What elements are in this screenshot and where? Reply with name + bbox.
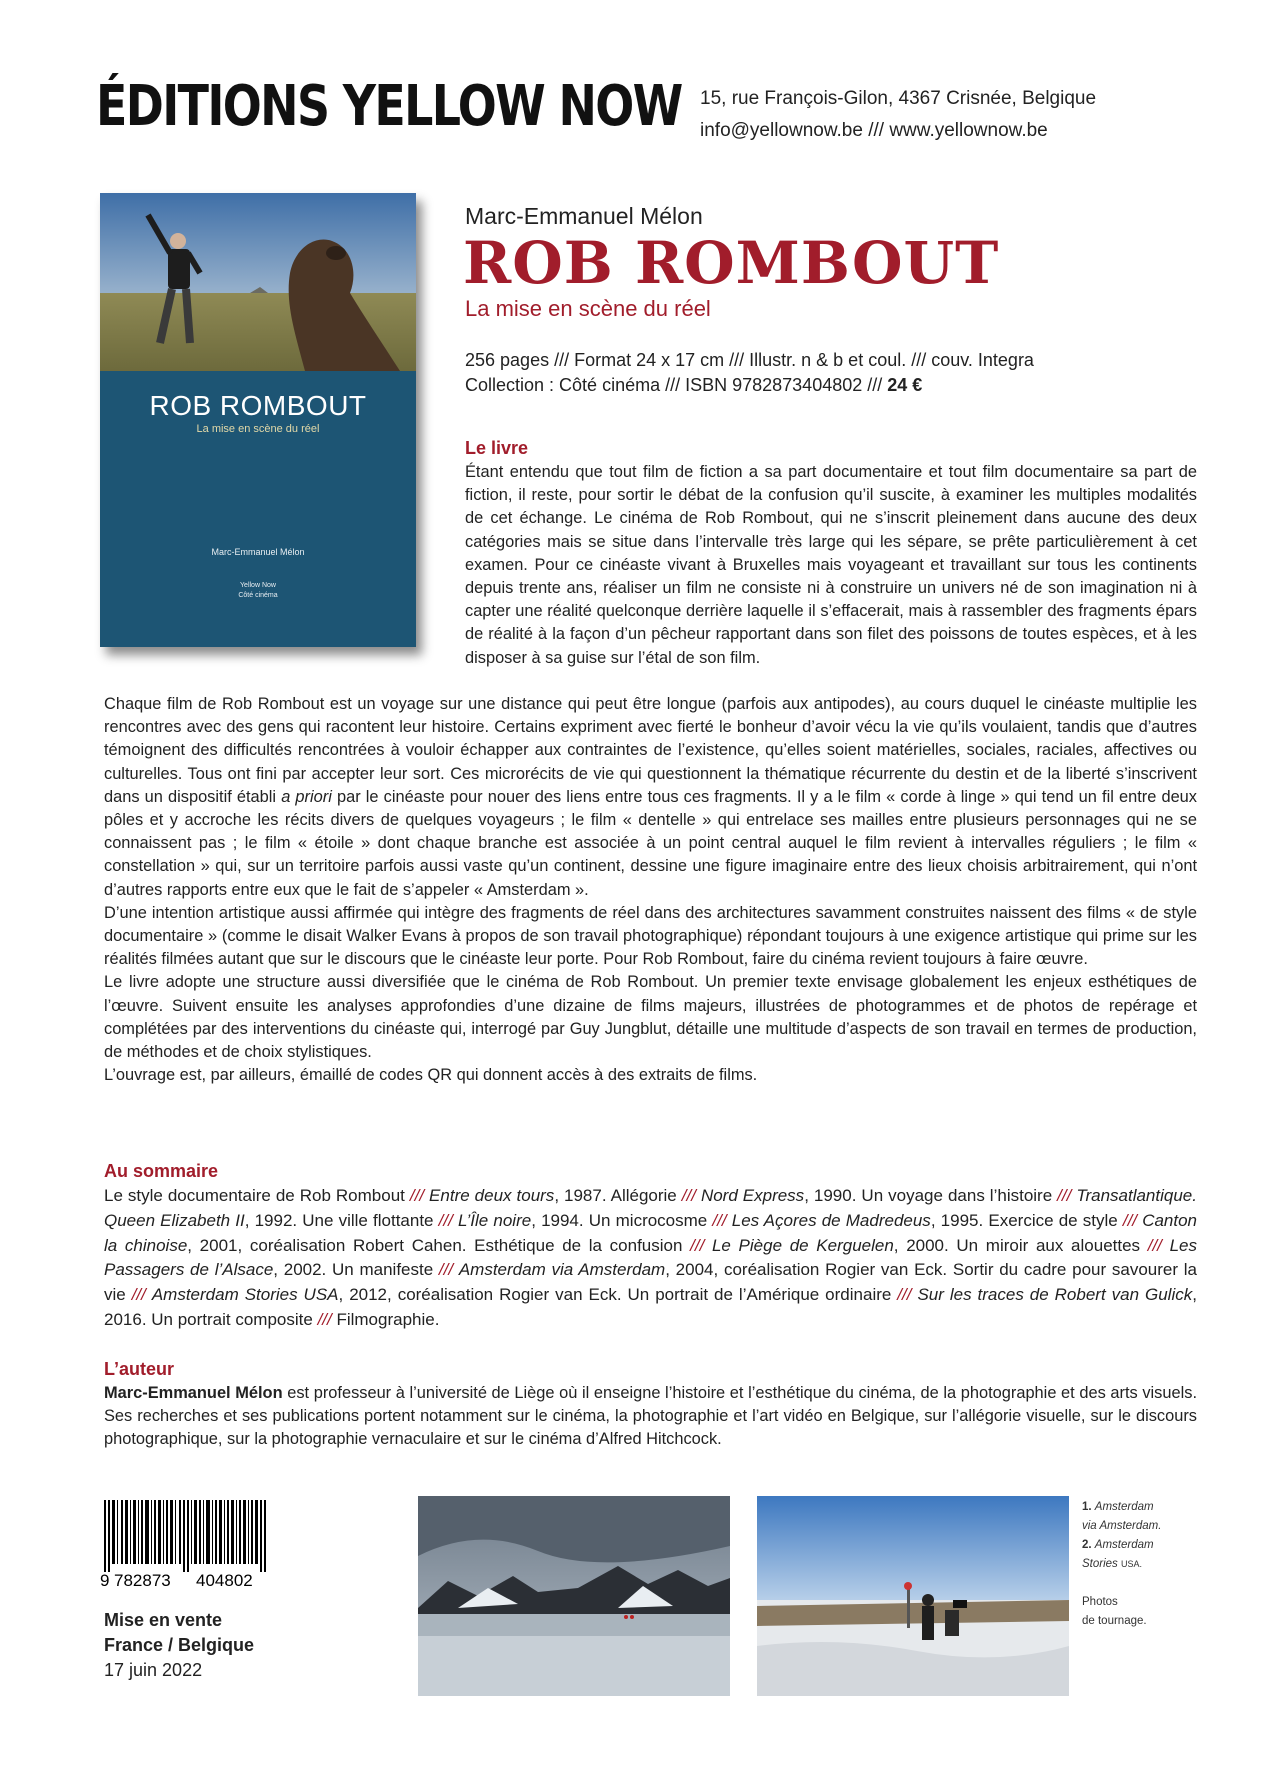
photo-amsterdam-stories-usa xyxy=(757,1496,1069,1696)
specs-line-2 xyxy=(465,373,1034,398)
livre-p2-italic: a priori xyxy=(281,787,332,806)
caption-photos-line-1: Photos xyxy=(1082,1596,1118,1608)
film-title: L’Île noire xyxy=(458,1210,532,1230)
sommaire-chapter: , 1992. Une ville flottante xyxy=(244,1210,439,1230)
caption-photos-line-2: de tournage. xyxy=(1082,1615,1147,1627)
barcode-digit-1: 9 xyxy=(100,1571,110,1590)
specs-line-1: 256 pages /// Format 24 x 17 cm /// Illustr. n & b et coul. /// couv. Integra xyxy=(465,350,1034,370)
film-title: Le Piège de Kerguelen xyxy=(711,1235,894,1255)
auteur-text xyxy=(104,1382,1197,1452)
book-cover xyxy=(100,193,416,647)
publisher-address: 15, rue François-Gilon, 4367 Crisnée, Belgique xyxy=(700,88,1097,109)
livre-p2-part-b: par le cinéaste pour nouer des liens entre tous ces fragments. Il y a le film « corde à linge » qui tend un fil entre deux pôles et y accroche les récits divers de quelques voyageurs ; le film « dentelle » qui entrelace ses mailles entre plusieurs personnages qui ne se connaissent pas ; le film « étoile » dont chaque branche est associée à un point central auquel le film revient à intervalles réguliers ; le film « constellation » qui, sur un territoire parfois aussi vaste qu’un continent, dessine une figure imaginaire entre des lieux choisis arbitrairement, qui n’ont d’autres rapports entre eux que le fait de s’appeler « Amsterdam ». xyxy=(104,787,1197,899)
cover-publisher-block xyxy=(100,581,416,601)
cover-subtitle: La mise en scène du réel xyxy=(196,423,320,435)
cover-photo xyxy=(100,193,416,371)
caption-2-usa: USA. xyxy=(1121,1559,1143,1569)
cover-publisher: Yellow Now xyxy=(240,582,276,589)
film-title: Les Passagers de l’Alsace xyxy=(104,1235,1197,1280)
sale-line-2: France / Belgique xyxy=(104,1635,255,1655)
livre-paragraph-4: Le livre adopte une structure aussi diversifiée que le cinéma de Rob Rombout. Un premier texte envisage globalement les enjeux esthétiques de l’œuvre. Suivent ensuite les analyses approfondies d’une dizaine de films majeurs, illustrées de photogrammes et de photos de repérage et complétées par des interventions du cinéaste qui, interrogé par Guy Jungblut, détaille une multitude d’aspects de son travail en termes de production, de méthodes et de choix stylistiques. xyxy=(104,973,1197,1062)
cover-collection: Côté cinéma xyxy=(238,592,278,599)
caption-number-2: 2. xyxy=(1082,1539,1092,1551)
section-heading-sommaire: Au sommaire xyxy=(104,1161,219,1181)
publisher-name: ÉDITIONS YELLOW NOW xyxy=(96,74,682,139)
film-title: Nord Express xyxy=(700,1186,805,1205)
sale-date: 17 juin 2022 xyxy=(104,1660,203,1680)
sommaire-chapter: , 1990. Un voyage dans l’histoire xyxy=(804,1186,1058,1205)
livre-paragraph-3: D’une intention artistique aussi affirmée qui intègre des fragments de réel dans des architectures savamment construites naissent des films « de style documentaire » (comme le disait Walker Evans à propos de son travail photographique) répondant toujours à une exigence artistique qui prime sur les réalités filmées autant que sur le discours que le cinéaste leur porte. Pour Rob Rombout, faire du cinéma revient toujours à faire œuvre. xyxy=(104,903,1197,969)
sommaire-text xyxy=(104,1184,1197,1333)
separator: /// xyxy=(438,1260,454,1280)
film-title: Canton la chinoise xyxy=(104,1210,1198,1255)
film-title: Les Açores de Madredeus xyxy=(731,1210,931,1230)
auteur-name: Marc-Emmanuel Mélon xyxy=(104,1384,283,1402)
auteur-bio: est professeur à l’université de Liège où il enseigne l’histoire et l’esthétique du cinéma, de la photographie et des arts visuels. Ses recherches et ses publications portent notamment sur le cinéma, la photographie et l’art vidéo en Belgique, sur l’allégorie visuelle, sur le discours photographique, sur la photographie vernaculaire et sur le cinéma d’Alfred Hitchcock. xyxy=(104,1384,1197,1449)
livre-paragraph-5: L’ouvrage est, par ailleurs, émaillé de codes QR qui donnent accès à des extraits de films. xyxy=(104,1066,758,1085)
sommaire-chapter: , 2002. Un manifeste xyxy=(273,1260,439,1280)
publisher-contact: info@yellownow.be /// www.yellownow.be xyxy=(700,120,1048,141)
caption-2-line-2: Stories xyxy=(1082,1558,1118,1570)
film-title: Sur les traces de Robert van Gulick xyxy=(917,1285,1193,1305)
sommaire-chapter: , 2000. Un miroir aux alouettes xyxy=(893,1235,1148,1255)
cover-title: ROB ROMBOUT xyxy=(149,390,367,421)
livre-body xyxy=(104,693,1197,1087)
sommaire-chapter: , 2016. Un portrait composite xyxy=(104,1285,1197,1329)
photo-captions xyxy=(1082,1498,1161,1631)
sale-info xyxy=(104,1608,254,1683)
sommaire-chapter: , 1987. Allégorie xyxy=(554,1186,682,1205)
caption-1-line-2: via Amsterdam. xyxy=(1082,1520,1162,1532)
film-title: Transatlantique. Queen Elizabeth II xyxy=(104,1186,1197,1230)
barcode-digits-3: 404802 xyxy=(196,1571,253,1590)
caption-2-line-1: Amsterdam xyxy=(1094,1539,1154,1551)
livre-paragraph-1: Étant entendu que tout film de fiction a sa part documentaire et tout film documentaire sa part de fiction, il reste, pour sortir le débat de la confusion qu’il suscite, à examiner les multiples modalités de cet échange. Le cinéma de Rob Rombout, qui ne s’inscrit pleinement dans aucune des deux catégories mais se situe dans l’intervalle très large qui les sépare, se prête particulièrement à cet examen. Pour ce cinéaste vivant à Bruxelles mais voyageant et travaillant sur tous les continents depuis trente ans, réaliser un film ne consiste ni à construire un univers né de son imagination ni à capter une réalité quelconque derrière laquelle il s’effacerait, mais à rassembler des fragments épars de réalité à la façon d’un pêcheur rapportant dans son filet des poissons de toutes espèces, et à les disposer à sa guise sur l’étal de son film. xyxy=(465,463,1197,667)
sommaire-chapter: , 1995. Exercice de style xyxy=(930,1210,1123,1230)
book-title: ROB ROMBOUT xyxy=(463,229,1000,297)
cover-author: Marc-Emmanuel Mélon xyxy=(211,547,305,557)
separator: /// xyxy=(409,1186,425,1205)
section-heading-auteur: L’auteur xyxy=(104,1359,175,1379)
sommaire-chapter: Le style documentaire de Rob Rombout xyxy=(104,1186,410,1205)
separator: /// xyxy=(131,1285,146,1305)
separator: /// xyxy=(712,1210,727,1230)
separator: /// xyxy=(690,1235,705,1255)
separator: /// xyxy=(681,1186,696,1205)
photo-amsterdam-via-amsterdam xyxy=(418,1496,730,1696)
book-price: 24 € xyxy=(887,375,923,395)
film-title: Amsterdam via Amsterdam xyxy=(458,1260,666,1280)
separator: /// xyxy=(438,1210,453,1230)
book-specs xyxy=(465,348,1034,398)
separator: /// xyxy=(897,1285,912,1305)
book-author: Marc-Emmanuel Mélon xyxy=(465,203,703,229)
film-title: Amsterdam Stories USA xyxy=(151,1285,339,1305)
separator: /// xyxy=(1122,1210,1138,1230)
livre-p2-part-a: Chaque film de Rob Rombout est un voyage sur une distance qui peut être longue (parfois aux antipodes), au cours duquel le cinéaste multiplie les rencontres avec des gens qui racontent leur histoire. Certains expriment avec fierté le bonheur d’avoir vécu la vie qu’ils voulaient, tandis que d’autres témoignent des difficultés rencontrées à vouloir échapper aux contraintes de l’existence, qu’elles soient matérielles, sociales, raciales, affectives ou culturelles. Tous ont fini par accepter leur sort. Ces microrécits de vie qui questionnent la thématique récurrente du destin et de la liberté s’inscrivent dans un dispositif établi xyxy=(104,695,1197,806)
caption-number-1: 1. xyxy=(1082,1501,1092,1513)
publisher-contact-block xyxy=(700,83,1096,147)
sommaire-chapter: , 2004, coréalisation Rogier van Eck. Sortir du cadre pour savourer la vie xyxy=(104,1260,1197,1305)
book-subtitle: La mise en scène du réel xyxy=(465,296,711,321)
sommaire-chapter: , 2012, coréalisation Rogier van Eck. Un portrait de l’Amérique ordinaire xyxy=(338,1285,898,1305)
film-title: Entre deux tours xyxy=(429,1186,555,1205)
sommaire-chapter: , 1994. Un microcosme xyxy=(531,1210,713,1230)
barcode-digits-2: 782873 xyxy=(114,1571,171,1590)
livre-paragraph-2 xyxy=(104,693,1197,902)
specs-collection-isbn: Collection : Côté cinéma /// ISBN 9782873404802 /// xyxy=(465,375,888,395)
sommaire-chapter: , 2001, coréalisation Robert Cahen. Esthétique de la confusion xyxy=(187,1235,691,1255)
sommaire-chapter: Filmographie. xyxy=(331,1309,440,1329)
sale-line-1: Mise en vente xyxy=(104,1610,223,1630)
isbn-barcode xyxy=(100,1500,290,1590)
separator: /// xyxy=(1147,1235,1162,1255)
separator: /// xyxy=(317,1309,332,1329)
caption-1-line-1: Amsterdam xyxy=(1094,1501,1154,1513)
separator: /// xyxy=(1057,1186,1072,1205)
section-heading-livre: Le livre xyxy=(465,438,529,458)
